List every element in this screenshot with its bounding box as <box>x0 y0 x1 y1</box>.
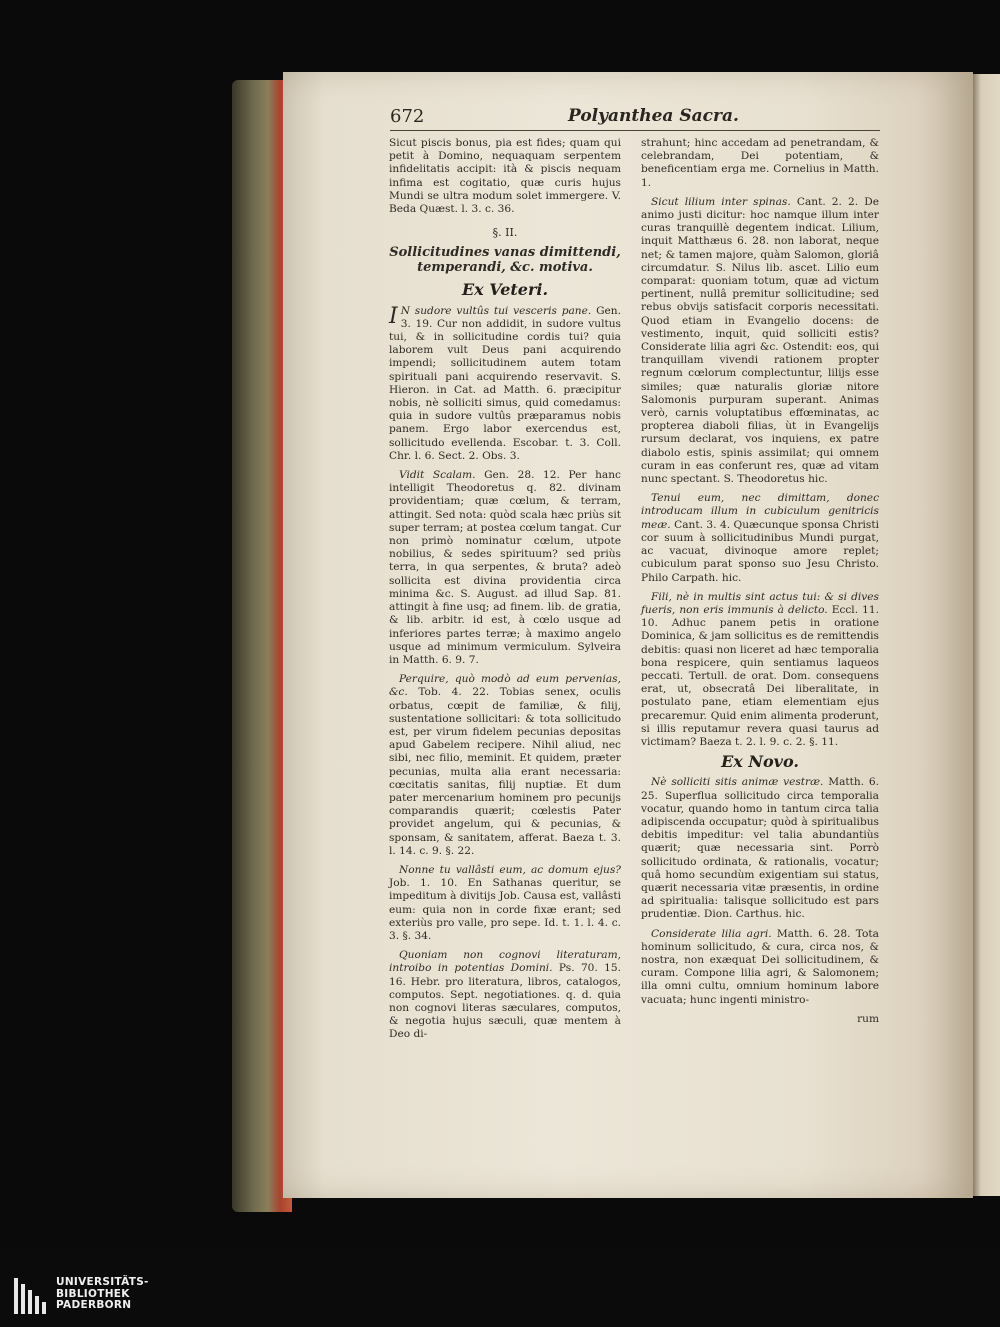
paragraph <box>641 492 879 584</box>
right-column <box>641 137 879 1026</box>
paragraph-text: Tob. 4. 22. Tobias senex, oculis orbatus, cœpit de familiæ, & filij, sustentatione sollicitari: & tota sollicitudo est, per virum fidelem pecunias depositas apud Gabelem recipere. Nihil aliud, nec sibi, nec filio, meminit. Et quidem, præter pecunias, multa alia erant necessaria: cœcitatis sanitas, filij nuptiæ. Et dum pater mercenarium hominem pro pecunijs comparandis quærit; cœlestis Pater providet angelum, qui & pecunias, & sponsam, & sanitatem, afferat. Baeza t. 3. l. 14. c. 9. §. 22. <box>389 686 621 857</box>
logo-line: BIBLIOTHEK <box>56 1287 130 1300</box>
paragraph <box>641 196 879 486</box>
paragraph-lead: Vidit Scalam. <box>399 469 476 482</box>
paragraph-lead: Quoniam non cognovi literaturam, introibo in potentias Domini. <box>389 949 621 975</box>
paragraph <box>389 864 621 943</box>
paragraph-text: Gen. 3. 19. Cur non addidit, in sudore vultus tui, & in sollicitudine cordis tui? quia laborem vult Deus pani acquirendo impendi; sollicitudinem autem totam spirituali pani acquirendo reservavit. S. Hieron. in Cat. ad Matth. 6. præcipitur nobis, nè solliciti simus, quid comedamus: quia in sudore vultûs præparamus nobis panem. Ergo labor exercendus est, sollicitudo evellenda. Escobar. t. 3. Coll. Chr. l. 6. Sect. 2. Obs. 3. <box>389 304 621 462</box>
paragraph-lead: Perquire, quò modò ad eum pervenias, &c. <box>389 673 621 699</box>
left-column <box>389 137 621 1048</box>
paragraph-lead: Sicut lilium inter spinas. <box>651 195 791 208</box>
paragraph-text: Matth. 6. 28. Tota hominum sollicitudo, & cura, circa nos, & nostra, non exæquat Dei sollicitudinem, & curam. Compone lilia agri, & Salomonem; illa omni cultu, omnium hominum labore vacuata; hunc ingenti ministro- <box>641 927 879 1006</box>
footer-bar <box>0 1247 1000 1327</box>
running-head: Polyanthea Sacra. <box>568 106 739 126</box>
subheading-ex-novo: Ex Novo. <box>721 752 799 772</box>
paragraph <box>389 305 621 463</box>
library-logo-icon <box>14 1278 48 1314</box>
paragraph-lead: Considerate lilia agri. <box>651 927 772 940</box>
paragraph-text: Cant. 3. 4. Quæcunque sponsa Christi cor suum à sollicitudinibus Mundi purgat, ac vacuat, divinoque amore replet; cubiculum parat sponso suo Jesu Christo. Philo Carpath. hic. <box>641 518 879 584</box>
left-intro: Sicut piscis bonus, pia est fides; quam qui petit à Domino, nequaquam serpentem infidelitatis accipit: ità & piscis nequam infima est cogitatio, quæ curis hujus Mundi se ultra modum solet immergere. V. Beda Quæst. l. 3. c. 36. <box>389 137 621 216</box>
paragraph-text: Cant. 2. 2. De animo justi dicitur: hoc namque illum inter curas tranquillè degentem indicat. Lilium, inquit Matthæus 6. 28. non laborat, neque net; & tamen majore, quàm Salomon, gloriâ circumdatur. S. Nilus lib. ascet. Lilio eum comparat: quoniam totum, quæ ad victum pertinent, nullâ premitur sollicitudine; sed rebus obvijs satisfacit corporis necessitati. Quod etiam in Evangelio docens: de vestimento, inquit, quid solliciti estis? Considerate lilia agri &c. Ostendit: eos, qui tranquillam vivendi rationem propter regnum cœlorum complectuntur, lilijs esse similes; quæ naturalis gloriæ nitore Salomonis purpuram superant. Animas verò, carnis voluptatibus effœminatas, ac propterea diaboli filias, ùt in Evangelijs rursum declarat, vos inquiens, ex patre diabolo estis, spinis assimilat; qui omnem curam in eas conferunt res, quæ ad vitam nunc spectant. S. Theodoretus hic. <box>641 195 879 486</box>
logo-line: PADERBORN <box>56 1299 132 1311</box>
catchword: rum <box>857 1012 879 1025</box>
paragraph-text: Ps. 70. 15. 16. Hebr. pro literatura, libros, catalogos, computos. Sept. negotiationes. q. d. quia non cognovi literas sæculares, computos, & negotia hujus sæculi, quæ mentem à Deo di- <box>389 962 621 1041</box>
paragraph <box>641 928 879 1007</box>
paragraph-text: Matth. 6. 25. Superflua sollicitudo circa temporalia vocatur, quando homo in tantum circa talia adipiscenda occupatur; quòd à spiritualibus debitis impeditur: vel talia abundantiùs quærit; quæ necessaria sint. Porrò sollicitudo ordinata, & rationalis, vocatur; quâ homo secundùm exigentiam sui status, quærit necessaria vitæ præsentis, in ordine ad spiritualia: talisque sollicitudo est pars prudentiæ. Dion. Carthus. hic. <box>641 776 879 921</box>
paragraph-lead: N sudore vultûs tui vesceris pane. <box>400 304 592 317</box>
library-logo-text <box>56 1277 149 1312</box>
section-mark: §. II. <box>492 226 518 240</box>
paragraph-text: Job. 1. 10. En Sathanas queritur, se impeditum à divitijs Job. Causa est, vallâsti eum: quia non in corde fixæ erant; sed exteriùs pro valle, pro sepe. Id. t. 1. l. 4. c. 3. §. 34. <box>389 877 621 942</box>
subheading-ex-veteri: Ex Veteri. <box>461 280 549 300</box>
paragraph-text: Gen. 28. 12. Per hanc intelligit Theodoretus q. 82. divinam providentiam; quæ cœlum, & terram, attingit. Sed nota: quòd scala hæc priùs sit super terram; at postea cœlum tangat. Cur non primò nominatur cœlum, utpote nobilius, & sedes spirituum? sed priùs terra, in qua serpentes, & bruta? adeò sollicita est divina providentia circa minima &c. S. August. ad illud Sap. 81. attingit à fine usq; ad finem. lib. de gratia, & lib. arbitr. id est, à cœlo usque ad inferiores partes terræ; à maximo angelo usque ad minimum vermiculum. Sylveira in Matth. 6. 9. 7. <box>389 469 621 666</box>
paragraph-text: Eccl. 11. 10. Adhuc panem petis in oratione Dominica, & jam sollicitus es de remittendis debitis: quasi non liceret ad hæc temporalia bona respicere, quin sentiamus laqueos peccati. Tertull. de orat. Dom. consequens erat, ut, obsecratâ Dei liberalitate, in postulato pane, etiam elementiam ejus precaremur. Quid enim alimenta proderunt, si illis reputamur revera quasi taurus ad victimam? Baeza t. 2. l. 9. c. 2. §. 11. <box>641 603 879 748</box>
paragraph-lead: Nonne tu vallâsti eum, ac domum ejus? <box>399 863 621 876</box>
drop-cap: I <box>389 303 398 329</box>
paragraph <box>389 469 621 667</box>
page-header <box>390 106 880 131</box>
paragraph <box>641 776 879 921</box>
paragraph-lead: Fili, nè in multis sint actus tui: & si dives fueris, non eris immunis à delicto. <box>641 590 879 616</box>
paragraph <box>389 673 621 858</box>
paragraph-lead: Nè solliciti sitis animæ vestræ. <box>651 776 824 789</box>
paragraph-lead: Tenui eum, nec dimittam, donec introducam illum in cubiculum genitricis meæ. <box>641 492 879 531</box>
section-title: Sollicitudines vanas dimittendi, temperandi, &c. motiva. <box>389 245 621 276</box>
logo-line: UNIVERSITÄTS- <box>56 1276 149 1288</box>
paragraph <box>641 591 879 749</box>
facing-page-edge <box>973 74 1000 1196</box>
page-number: 672 <box>390 106 425 127</box>
right-intro: strahunt; hinc accedam ad penetrandam, & celebrandam, Dei potentiam, & beneficentiam erga me. Cornelius in Matth. 1. <box>641 137 879 189</box>
paragraph <box>389 949 621 1041</box>
